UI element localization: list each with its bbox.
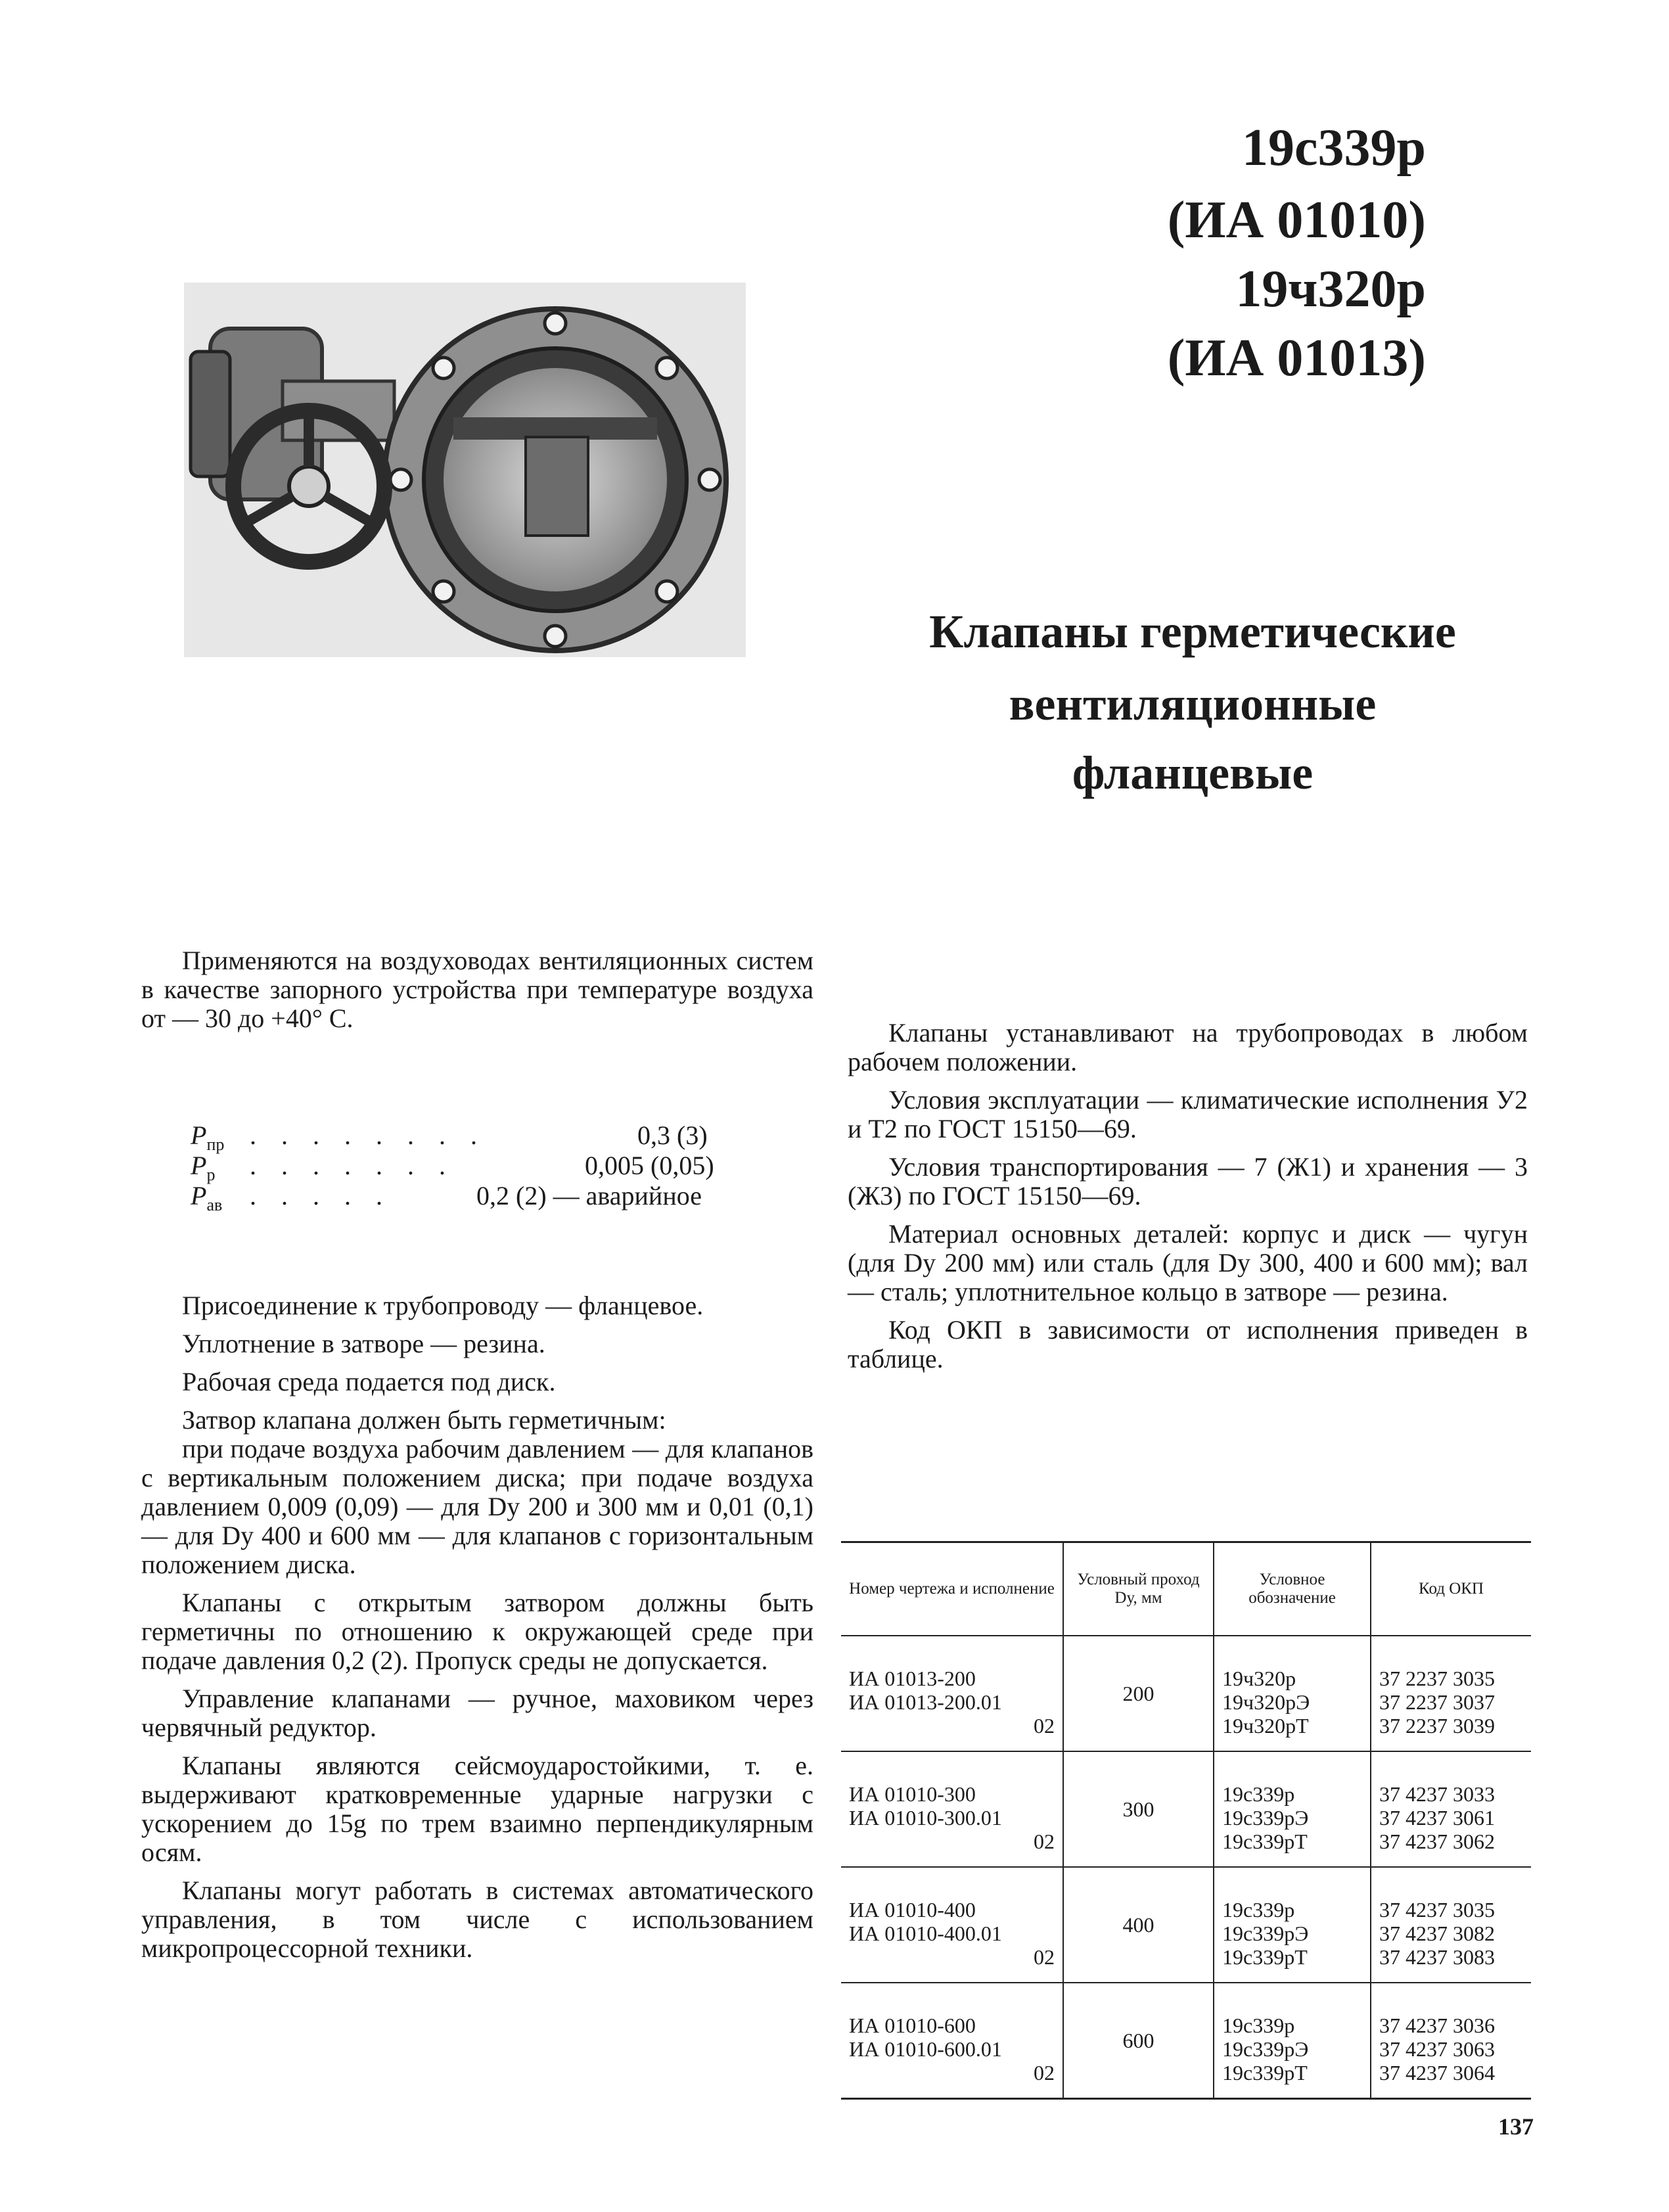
- paragraph: Клапаны с открытым затвором должны быть герметичны по отношению к окружающей среде при подаче давления 0,2 (2). Пропуск среды не допускается.: [141, 1588, 813, 1675]
- model-code-4: (ИА 01013): [1167, 329, 1426, 387]
- table-row: [841, 1751, 1531, 1867]
- pressure-value: 0,3 (3): [637, 1120, 708, 1150]
- pressure-value: 0,005 (0,05): [585, 1151, 714, 1180]
- table-row: [841, 1636, 1531, 1751]
- paragraph: Условия эксплуатации — климатические исполнения У2 и Т2 по ГОСТ 15150—69.: [848, 1085, 1528, 1143]
- leader-dots: . . . . . . .: [250, 1151, 455, 1180]
- pressure-row: [191, 1151, 782, 1184]
- designation-cell: 19с339р 19с339рЭ 19с339рТ: [1214, 1867, 1371, 1983]
- paragraph: Присоединение к трубопроводу — фланцевое.: [182, 1291, 704, 1320]
- okp-cell: 37 2237 3035 37 2237 3037 37 2237 3039: [1371, 1636, 1531, 1751]
- drawing-cell: ИА 01013-200 ИА 01013-200.01 02: [841, 1636, 1063, 1751]
- model-code-1: 19с339р: [1242, 119, 1426, 177]
- header-drawing: Номер чертежа и исполнение: [841, 1542, 1063, 1636]
- designation-cell: 19с339р 19с339рЭ 19с339рТ: [1214, 1983, 1371, 2099]
- nominal-bore-cell: 200: [1063, 1636, 1214, 1751]
- pressure-symbol: $P_р$: [191, 1151, 216, 1184]
- table-row: [841, 1983, 1531, 2099]
- paragraph: Клапаны являются сейсмоударостойкими, т. е. выдерживают кратковременные ударные нагрузки с ускорением до 15g по трем взаимно перпендикулярным осям.: [141, 1751, 813, 1867]
- nominal-bore-cell: 300: [1063, 1751, 1214, 1867]
- pressure-value: 0,2 (2) — аварийное: [476, 1181, 702, 1210]
- paragraph: Условия транспортирования — 7 (Ж1) и хранения — 3 (Ж3) по ГОСТ 15150—69.: [848, 1152, 1528, 1210]
- okp-table: [841, 1541, 1531, 2100]
- leader-dots: . . . . . . . .: [250, 1120, 486, 1150]
- title-line-1: Клапаны герметические: [929, 605, 1456, 658]
- paragraph: Затвор клапана должен быть герметичным:: [182, 1405, 666, 1435]
- valve-illustration: [184, 283, 746, 657]
- page-number: 137: [1498, 2113, 1534, 2140]
- intro-paragraph: [141, 946, 813, 1033]
- title-line-3: фланцевые: [1072, 747, 1314, 799]
- table-header-row: [841, 1542, 1531, 1636]
- okp-cell: 37 4237 3036 37 4237 3063 37 4237 3064: [1371, 1983, 1531, 2099]
- pressure-row: [191, 1181, 782, 1214]
- drawing-cell: ИА 01010-400 ИА 01010-400.01 02: [841, 1867, 1063, 1983]
- paragraph: Клапаны устанавливают на трубопроводах в любом рабочем положении.: [848, 1018, 1528, 1076]
- okp-cell: 37 4237 3035 37 4237 3082 37 4237 3083: [1371, 1867, 1531, 1983]
- leader-dots: . . . . .: [250, 1181, 392, 1210]
- table-row: [841, 1867, 1531, 1983]
- pressure-row: [191, 1120, 782, 1154]
- right-column-text: [848, 1019, 1528, 1373]
- intro-text: Применяются на воздуховодах вентиляционных систем в качестве запорного устройства при температуре воздуха от — 30 до +40° С.: [141, 946, 813, 1033]
- left-column-text: [141, 1291, 813, 1963]
- paragraph: при подаче воздуха рабочим давлением — для клапанов с вертикальным положением диска; при подаче воздуха давлением 0,009 (0,09) — для Dу 200 и 300 мм и 0,01 (0,1) — для Dу 400 и 600 мм — для клапанов с горизонтальным положением диска.: [141, 1434, 813, 1579]
- designation-cell: 19с339р 19с339рЭ 19с339рТ: [1214, 1751, 1371, 1867]
- valve-photo: [184, 283, 746, 657]
- paragraph: Код ОКП в зависимости от исполнения приведен в таблице.: [848, 1315, 1528, 1373]
- designation-cell: 19ч320р 19ч320рЭ 19ч320рТ: [1214, 1636, 1371, 1751]
- paragraph: Клапаны могут работать в системах автоматического управления, в том числе с использованием микропроцессорной техники.: [141, 1876, 813, 1963]
- drawing-cell: ИА 01010-600 ИА 01010-600.01 02: [841, 1983, 1063, 2099]
- paragraph: Уплотнение в затворе — резина.: [182, 1329, 545, 1358]
- pressure-symbol: $P_{ав}$: [191, 1181, 223, 1214]
- drawing-cell: ИА 01010-300 ИА 01010-300.01 02: [841, 1751, 1063, 1867]
- header-nominal-bore: Условный проход Dу, мм: [1063, 1542, 1214, 1636]
- paragraph: Управление клапанами — ручное, маховиком через червячный редуктор.: [141, 1684, 813, 1742]
- paragraph: Материал основных деталей: корпус и диск — чугун (для Dу 200 мм) или сталь (для Dу 300, 400 и 600 мм); вал — сталь; уплотнительное кольцо в затворе — резина.: [848, 1219, 1528, 1306]
- nominal-bore-cell: 600: [1063, 1983, 1214, 2099]
- header-designation: Условное обозначение: [1214, 1542, 1371, 1636]
- model-code-3: 19ч320р: [1235, 260, 1426, 318]
- paragraph: Рабочая среда подается под диск.: [182, 1367, 556, 1396]
- okp-table-wrap: [841, 1541, 1531, 2100]
- okp-cell: 37 4237 3033 37 4237 3061 37 4237 3062: [1371, 1751, 1531, 1867]
- pressure-list: [191, 1120, 782, 1214]
- pressure-symbol: $P_{пр}$: [191, 1120, 225, 1154]
- title-line-2: вентиляционные: [1009, 678, 1377, 730]
- header-okp-code: Код ОКП: [1371, 1542, 1531, 1636]
- model-code-2: (ИА 01010): [1167, 191, 1426, 249]
- nominal-bore-cell: 400: [1063, 1867, 1214, 1983]
